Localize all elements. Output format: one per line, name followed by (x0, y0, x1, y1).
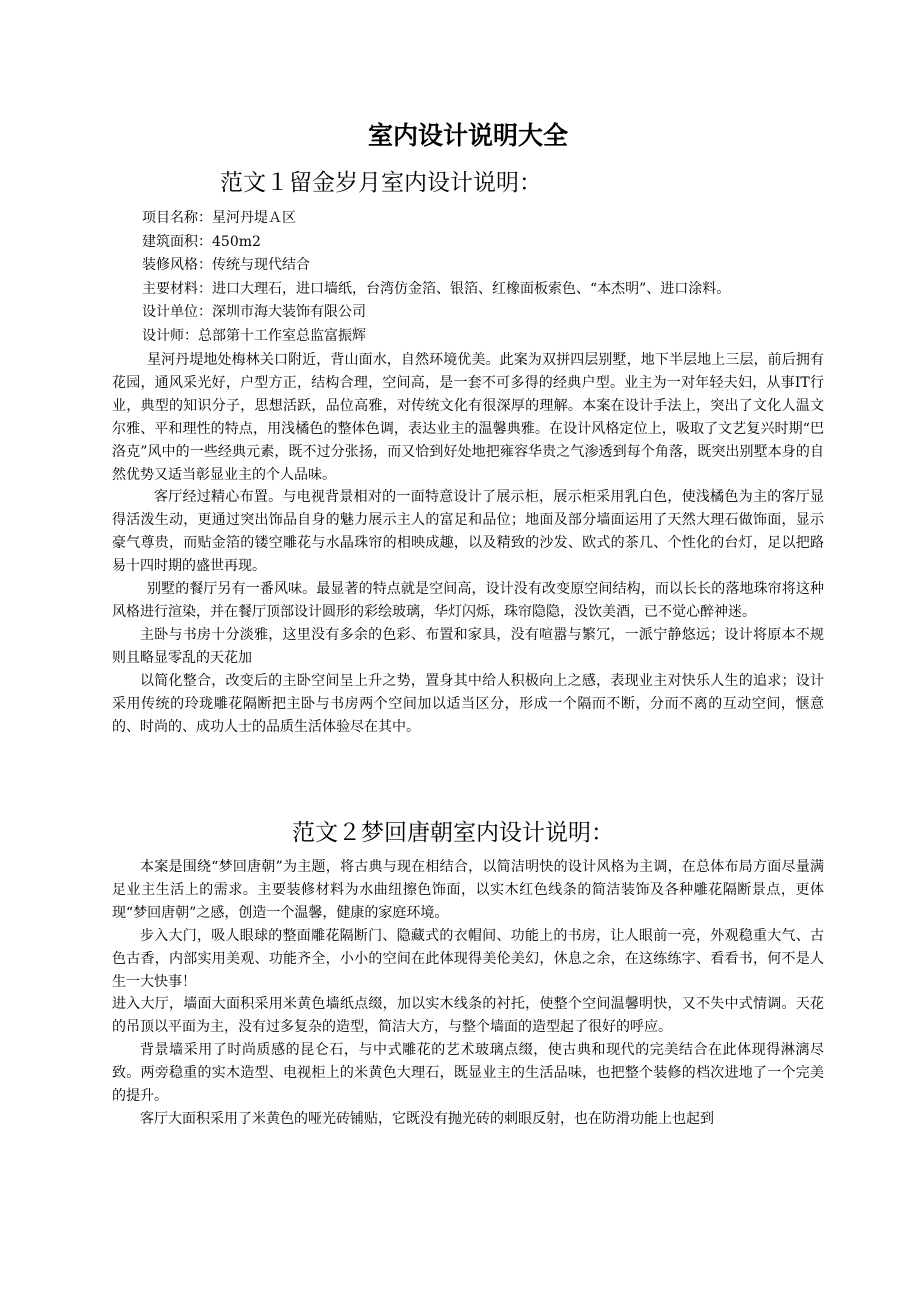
building-area: 建筑面积：450m2 (142, 233, 261, 250)
section-1-title: 范文１留金岁月室内设计说明： (220, 170, 542, 196)
paragraph: 背景墙采用了时尚质感的昆仑石，与中式雕花的艺术玻璃点缀，使古典和现代的完美结合在此体现得淋漓尽致。两旁稳重的实木造型、电视柜上的米黄色大理石，既显业主的生活品味，也把整个装修的档次进地了一个完美的提升。 (112, 1042, 824, 1105)
document-title: 室内设计说明大全 (367, 121, 568, 150)
paragraph: 进入大厅，墙面大面积采用米黄色墙纸点缀，加以实木线条的衬托，使整个空间温馨明快，又不失中式情调。天花的吊顶以平面为主，没有过多复杂的造型，简洁大方，与整个墙面的造型起了很好的呼应。 (112, 996, 824, 1036)
designer: 设计师：总部第十工作室总监富振辉 (142, 327, 366, 344)
paragraph: 星河丹堤地处梅林关口附近，背山面水，自然环境优美。此案为双拼四层别墅，地下半层地上三层，前后拥有花园，通风采光好，户型方正，结构合理，空间高，是一套不可多得的经典户型。业主为一对年轻夫妇，从事IT行业，典型的知识分子，思想活跃，品位高雅，对传统文化有很深厚的理解。本案在设计手法上，突出了文化人温文尔雅、平和理性的特点，用浅橘色的整体色调，表达业主的温馨典雅。在设计风格定位上，吸取了文艺复兴时期“巴洛克”风中的一些经典元素，既不过分张扬，而又恰到好处地把雍容华贵之气渗透到每个角落，既突出别墅本身的自然优势又适当彰显业主的个人品味。 (112, 352, 824, 483)
section-2-body (112, 856, 824, 1131)
paragraph: 别墅的餐厅另有一番风味。最显著的特点就是空间高，设计没有改变原空间结构，而以长长的落地珠帘将这种风格进行渲染，并在餐厅顶部设计圆形的彩绘玻璃，华灯闪烁，珠帘隐隐，没饮美酒，已不觉心醉神迷。 (112, 581, 824, 620)
main-materials: 主要材料：进口大理石，进口墙纸，台湾仿金箔、银箔、红橡面板索色、“本杰明”、进口涂料。 (142, 280, 731, 297)
design-company: 设计单位：深圳市海大装饰有限公司 (142, 304, 366, 321)
section-2-title: 范文２梦回唐朝室内设计说明： (292, 820, 614, 846)
paragraph: 本案是围绕“梦回唐朝”为主题，将古典与现在相结合，以简洁明快的设计风格为主调，在总体布局方面尽量满足业主生活上的需求。主要装修材料为水曲纽擦色饰面，以实木红色线条的简洁装饰及各种雕花隔断景点，更体现“梦回唐朝”之感，创造一个温馨，健康的家庭环境。 (112, 859, 824, 921)
decoration-style: 装修风格：传统与现代结合 (142, 257, 310, 274)
paragraph: 步入大门，吸人眼球的整面雕花隔断门、隐藏式的衣帽间、功能上的书房，让人眼前一亮，外观稳重大气、古色古香，内部实用美观、功能齐全，小小的空间在此体现得美伦美幻，休息之余，在这练练字、看看书，何不是人生一大快事！ (112, 927, 824, 990)
paragraph: 以简化整合，改变后的主卧空间呈上升之势，置身其中给人积极向上之感，表现业主对快乐人生的追求；设计采用传统的玲珑雕花隔断把主卧与书房两个空间加以适当区分，形成一个隔而不断，分而不离的互动空间，惬意的、时尚的、成功人士的品质生活体验尽在其中。 (112, 672, 824, 735)
paragraph: 客厅经过精心布置。与电视背景相对的一面特意设计了展示柜，展示柜采用乳白色，使浅橘色为主的客厅显得活泼生动，更通过突出饰品自身的魅力展示主人的富足和品位；地面及部分墙面运用了天然大理石做饰面，显示豪气尊贵，而贴金箔的镂空雕花与水晶珠帘的相映成趣，以及精致的沙发、欧式的茶几、个性化的台灯，足以把路易十四时期的盛世再现。 (112, 489, 824, 575)
project-info (142, 207, 832, 349)
section-1-body (112, 349, 824, 738)
paragraph: 主卧与书房十分淡雅，这里没有多余的色彩、布置和家具，没有喧嚣与繁冗，一派宁静悠远；设计将原本不规则且略显零乱的天花加 (112, 626, 824, 666)
project-name: 项目名称：星河丹堤Ａ区 (142, 210, 296, 226)
paragraph: 客厅大面积采用了米黄色的哑光砖铺贴，它既没有抛光砖的刺眼反射，也在防滑功能上也起到 (140, 1110, 714, 1127)
